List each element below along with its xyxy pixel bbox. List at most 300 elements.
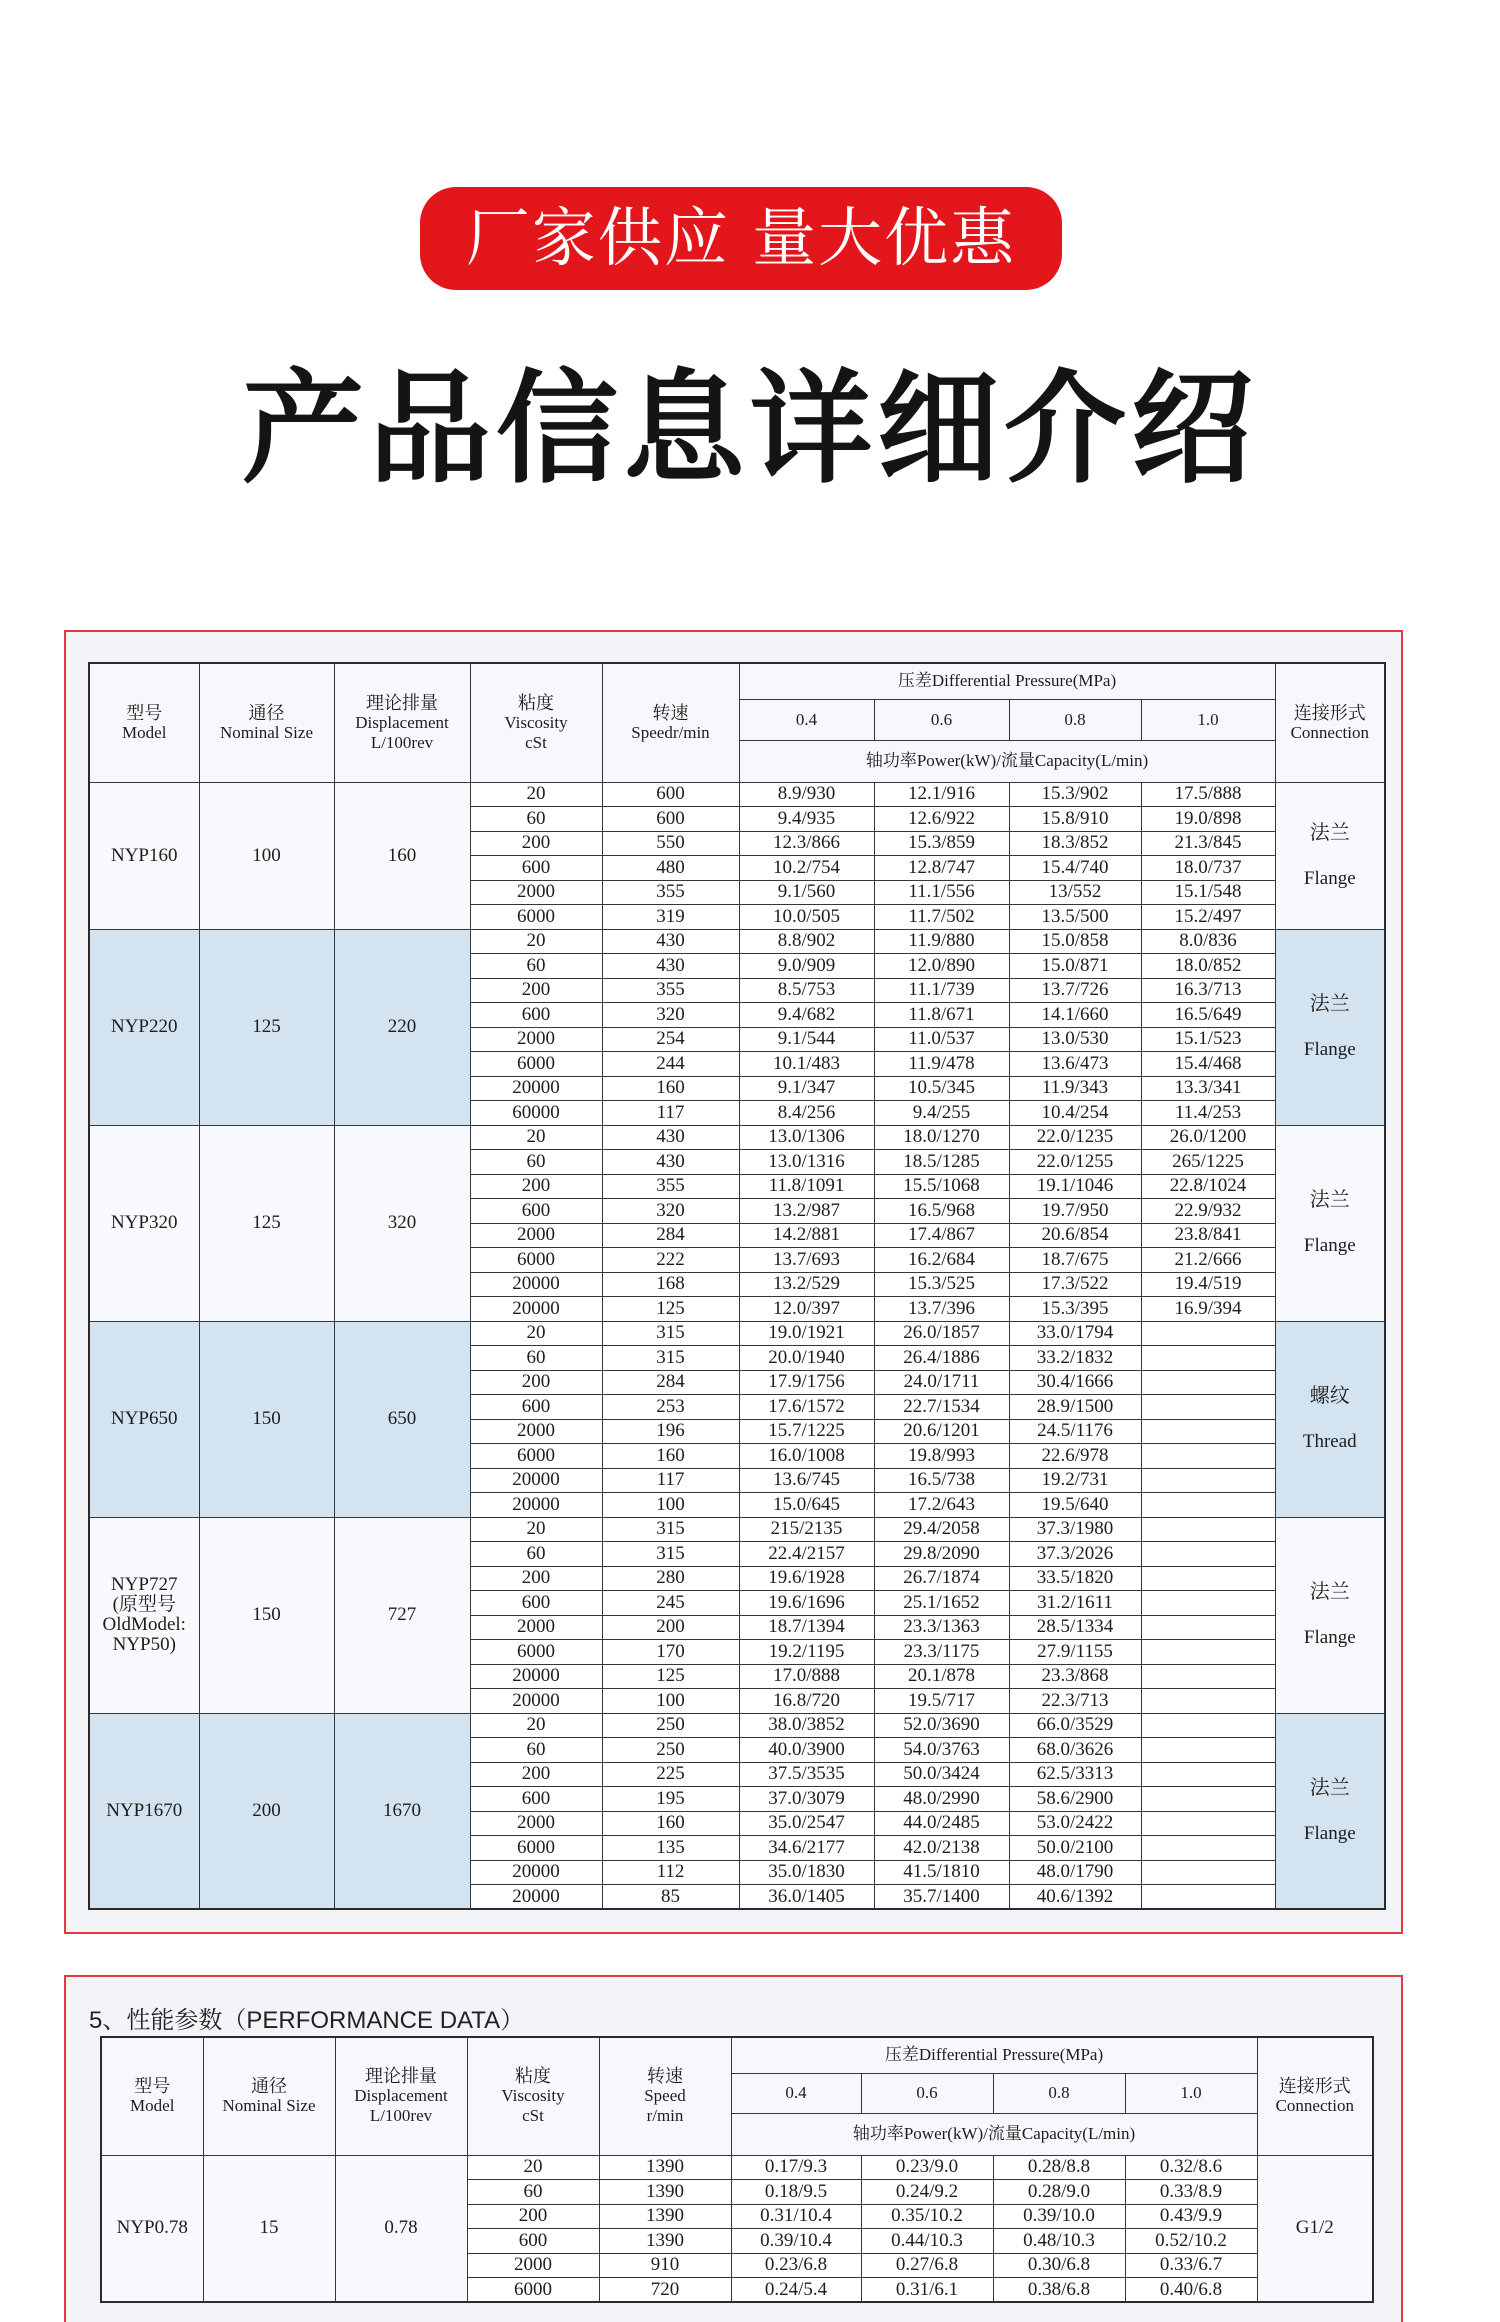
speed-cell: 910 bbox=[599, 2253, 731, 2278]
value-p06-cell: 15.3/859 bbox=[874, 831, 1009, 856]
value-p10-cell bbox=[1141, 1346, 1275, 1371]
viscosity-cell: 20000 bbox=[470, 1272, 602, 1297]
viscosity-cell: 60 bbox=[470, 807, 602, 832]
pressure-value-header: 0.8 bbox=[1009, 699, 1141, 740]
value-p06-cell: 11.7/502 bbox=[874, 905, 1009, 930]
value-p10-cell bbox=[1141, 1689, 1275, 1714]
viscosity-cell: 2000 bbox=[470, 1419, 602, 1444]
viscosity-cell: 20 bbox=[470, 1321, 602, 1346]
connection-cell bbox=[1257, 2155, 1373, 2302]
value-p06-cell: 16.2/684 bbox=[874, 1248, 1009, 1273]
value-p06-cell: 9.4/255 bbox=[874, 1101, 1009, 1126]
value-p06-cell: 17.2/643 bbox=[874, 1493, 1009, 1518]
value-p10-cell: 22.8/1024 bbox=[1141, 1174, 1275, 1199]
value-p04-cell: 9.1/560 bbox=[739, 880, 874, 905]
value-p10-cell: 23.8/841 bbox=[1141, 1223, 1275, 1248]
value-p08-cell: 13.0/530 bbox=[1009, 1027, 1141, 1052]
value-p08-cell: 19.1/1046 bbox=[1009, 1174, 1141, 1199]
viscosity-cell: 200 bbox=[470, 831, 602, 856]
value-p10-cell: 8.0/836 bbox=[1141, 929, 1275, 954]
model-name-line: NYP0.78 bbox=[116, 2217, 188, 2239]
viscosity-header-line: 粘度 bbox=[515, 2066, 551, 2087]
displacement-cell: 320 bbox=[334, 1125, 470, 1321]
table-body bbox=[101, 2155, 1373, 2302]
value-p10-cell: 0.52/10.2 bbox=[1125, 2229, 1257, 2254]
viscosity-cell: 600 bbox=[470, 856, 602, 881]
value-p10-cell bbox=[1141, 1885, 1275, 1910]
model-header bbox=[89, 663, 199, 782]
speed-cell: 480 bbox=[602, 856, 739, 881]
value-p04-cell: 19.6/1928 bbox=[739, 1566, 874, 1591]
nominal-size-header-line: Nominal Size bbox=[222, 2096, 316, 2116]
value-p04-cell: 20.0/1940 bbox=[739, 1346, 874, 1371]
pressure-value-header: 0.6 bbox=[861, 2073, 993, 2113]
connection-header-line: 连接形式 bbox=[1293, 702, 1366, 723]
value-p04-cell: 18.7/1394 bbox=[739, 1615, 874, 1640]
value-p04-cell: 0.31/10.4 bbox=[731, 2204, 861, 2229]
value-p10-cell bbox=[1141, 1419, 1275, 1444]
value-p04-cell: 0.18/9.5 bbox=[731, 2180, 861, 2205]
value-p06-cell: 19.5/717 bbox=[874, 1689, 1009, 1714]
connection-line: 法兰 bbox=[1309, 1189, 1350, 1211]
value-p04-cell: 34.6/2177 bbox=[739, 1836, 874, 1861]
value-p08-cell: 15.0/858 bbox=[1009, 929, 1141, 954]
pressure-title-header: 压差Differential Pressure(MPa) bbox=[731, 2037, 1257, 2073]
value-p06-cell: 18.5/1285 bbox=[874, 1150, 1009, 1175]
value-p08-cell: 15.3/902 bbox=[1009, 782, 1141, 807]
value-p06-cell: 0.31/6.1 bbox=[861, 2278, 993, 2303]
speed-cell: 160 bbox=[602, 1811, 739, 1836]
nominal-size-cell: 150 bbox=[199, 1321, 334, 1517]
speed-cell: 1390 bbox=[599, 2204, 731, 2229]
value-p10-cell: 0.33/8.9 bbox=[1125, 2180, 1257, 2205]
viscosity-cell: 6000 bbox=[470, 1248, 602, 1273]
value-p04-cell: 40.0/3900 bbox=[739, 1738, 874, 1763]
viscosity-cell: 6000 bbox=[470, 905, 602, 930]
viscosity-cell: 20 bbox=[470, 1125, 602, 1150]
promo-banner bbox=[420, 187, 1062, 290]
table-row bbox=[89, 1125, 1385, 1150]
value-p10-cell bbox=[1141, 1738, 1275, 1763]
speed-cell: 117 bbox=[602, 1101, 739, 1126]
connection-cell bbox=[1275, 782, 1385, 929]
value-p06-cell: 10.5/345 bbox=[874, 1076, 1009, 1101]
value-p08-cell: 18.3/852 bbox=[1009, 831, 1141, 856]
speed-cell: 245 bbox=[602, 1591, 739, 1616]
value-p10-cell: 15.1/523 bbox=[1141, 1027, 1275, 1052]
nominal-size-header bbox=[199, 663, 334, 782]
speed-cell: 85 bbox=[602, 1885, 739, 1910]
value-p08-cell: 33.5/1820 bbox=[1009, 1566, 1141, 1591]
speed-cell: 355 bbox=[602, 880, 739, 905]
connection-line: Thread bbox=[1302, 1431, 1357, 1452]
value-p08-cell: 30.4/1666 bbox=[1009, 1370, 1141, 1395]
connection-cell bbox=[1275, 1321, 1385, 1517]
connection-line: Flange bbox=[1303, 1235, 1356, 1256]
connection-cell bbox=[1275, 929, 1385, 1125]
speed-header bbox=[602, 663, 739, 782]
viscosity-cell: 6000 bbox=[470, 1836, 602, 1861]
value-p10-cell: 0.33/6.7 bbox=[1125, 2253, 1257, 2278]
pressure-title-header: 压差Differential Pressure(MPa) bbox=[739, 663, 1275, 699]
displacement-header bbox=[335, 2037, 467, 2155]
speed-cell: 355 bbox=[602, 1174, 739, 1199]
value-p04-cell: 35.0/2547 bbox=[739, 1811, 874, 1836]
value-p04-cell: 15.7/1225 bbox=[739, 1419, 874, 1444]
value-p04-cell: 19.6/1696 bbox=[739, 1591, 874, 1616]
value-p04-cell: 17.6/1572 bbox=[739, 1395, 874, 1420]
connection-cell bbox=[1275, 1125, 1385, 1321]
value-p06-cell: 24.0/1711 bbox=[874, 1370, 1009, 1395]
viscosity-cell: 60000 bbox=[470, 1101, 602, 1126]
model-name-line: NYP320 bbox=[110, 1212, 178, 1233]
value-p08-cell: 0.48/10.3 bbox=[993, 2229, 1125, 2254]
value-p06-cell: 0.44/10.3 bbox=[861, 2229, 993, 2254]
speed-cell: 280 bbox=[602, 1566, 739, 1591]
value-p08-cell: 58.6/2900 bbox=[1009, 1787, 1141, 1812]
value-p04-cell: 9.4/935 bbox=[739, 807, 874, 832]
value-p08-cell: 62.5/3313 bbox=[1009, 1762, 1141, 1787]
value-p10-cell bbox=[1141, 1517, 1275, 1542]
value-p08-cell: 15.3/395 bbox=[1009, 1297, 1141, 1322]
value-p04-cell: 12.0/397 bbox=[739, 1297, 874, 1322]
speed-cell: 100 bbox=[602, 1493, 739, 1518]
speed-header-line: 转速 bbox=[652, 702, 689, 723]
value-p04-cell: 9.1/347 bbox=[739, 1076, 874, 1101]
connection-line: 法兰 bbox=[1309, 1776, 1350, 1799]
model-cell bbox=[89, 1321, 199, 1517]
speed-cell: 320 bbox=[602, 1003, 739, 1028]
value-p10-cell: 0.43/9.9 bbox=[1125, 2204, 1257, 2229]
displacement-header-line: Displacement bbox=[354, 2086, 448, 2106]
viscosity-cell: 20 bbox=[470, 1713, 602, 1738]
value-p10-cell: 19.4/519 bbox=[1141, 1272, 1275, 1297]
viscosity-cell: 20 bbox=[470, 1517, 602, 1542]
value-p06-cell: 11.8/671 bbox=[874, 1003, 1009, 1028]
header-row bbox=[89, 663, 1385, 699]
viscosity-cell: 600 bbox=[470, 1591, 602, 1616]
value-p04-cell: 13.2/529 bbox=[739, 1272, 874, 1297]
speed-cell: 315 bbox=[602, 1517, 739, 1542]
value-p04-cell: 9.1/544 bbox=[739, 1027, 874, 1052]
speed-cell: 1390 bbox=[599, 2229, 731, 2254]
value-p08-cell: 66.0/3529 bbox=[1009, 1713, 1141, 1738]
value-p06-cell: 19.8/993 bbox=[874, 1444, 1009, 1469]
connection-header bbox=[1257, 2037, 1373, 2155]
value-p06-cell: 16.5/738 bbox=[874, 1468, 1009, 1493]
viscosity-cell: 200 bbox=[470, 1762, 602, 1787]
viscosity-header bbox=[470, 663, 602, 782]
value-p10-cell: 21.3/845 bbox=[1141, 831, 1275, 856]
table-row bbox=[101, 2155, 1373, 2180]
value-p06-cell: 12.8/747 bbox=[874, 856, 1009, 881]
viscosity-cell: 200 bbox=[470, 1370, 602, 1395]
value-p10-cell: 16.9/394 bbox=[1141, 1297, 1275, 1322]
value-p06-cell: 11.0/537 bbox=[874, 1027, 1009, 1052]
speed-cell: 315 bbox=[602, 1346, 739, 1371]
value-p08-cell: 18.7/675 bbox=[1009, 1248, 1141, 1273]
value-p10-cell bbox=[1141, 1370, 1275, 1395]
speed-cell: 600 bbox=[602, 782, 739, 807]
model-header-line: 型号 bbox=[126, 702, 163, 723]
displacement-cell: 0.78 bbox=[335, 2155, 467, 2302]
value-p04-cell: 9.4/682 bbox=[739, 1003, 874, 1028]
value-p10-cell bbox=[1141, 1321, 1275, 1346]
viscosity-cell: 600 bbox=[467, 2229, 599, 2254]
value-p08-cell: 33.2/1832 bbox=[1009, 1346, 1141, 1371]
viscosity-cell: 200 bbox=[470, 1174, 602, 1199]
speed-cell: 160 bbox=[602, 1076, 739, 1101]
viscosity-header-line: cSt bbox=[522, 2106, 544, 2126]
viscosity-cell: 60 bbox=[470, 954, 602, 979]
speed-header-line: r/min bbox=[646, 2106, 684, 2126]
table-row bbox=[89, 1517, 1385, 1542]
speed-cell: 135 bbox=[602, 1836, 739, 1861]
value-p08-cell: 53.0/2422 bbox=[1009, 1811, 1141, 1836]
value-p04-cell: 13.7/693 bbox=[739, 1248, 874, 1273]
viscosity-cell: 2000 bbox=[470, 880, 602, 905]
viscosity-header-line: Viscosity bbox=[501, 2086, 565, 2106]
pressure-value-header: 1.0 bbox=[1141, 699, 1275, 740]
viscosity-cell: 2000 bbox=[470, 1615, 602, 1640]
speed-header-line: Speed bbox=[644, 2086, 686, 2106]
value-p06-cell: 15.5/1068 bbox=[874, 1174, 1009, 1199]
value-p08-cell: 15.8/910 bbox=[1009, 807, 1141, 832]
value-p08-cell: 13.6/473 bbox=[1009, 1052, 1141, 1077]
model-name-line: OldModel: bbox=[102, 1614, 186, 1635]
table-header bbox=[101, 2037, 1373, 2155]
value-p04-cell: 22.4/2157 bbox=[739, 1542, 874, 1567]
viscosity-cell: 20 bbox=[470, 782, 602, 807]
nominal-size-header-line: Nominal Size bbox=[219, 722, 313, 742]
value-p08-cell: 28.5/1334 bbox=[1009, 1615, 1141, 1640]
value-p04-cell: 13.0/1316 bbox=[739, 1150, 874, 1175]
value-p10-cell bbox=[1141, 1860, 1275, 1885]
table-row bbox=[89, 1713, 1385, 1738]
value-p04-cell: 10.0/505 bbox=[739, 905, 874, 930]
value-p06-cell: 48.0/2990 bbox=[874, 1787, 1009, 1812]
viscosity-cell: 2000 bbox=[467, 2253, 599, 2278]
value-p06-cell: 26.0/1857 bbox=[874, 1321, 1009, 1346]
value-p08-cell: 0.28/8.8 bbox=[993, 2155, 1125, 2180]
model-cell bbox=[89, 1713, 199, 1909]
value-p06-cell: 12.0/890 bbox=[874, 954, 1009, 979]
value-p10-cell: 18.0/852 bbox=[1141, 954, 1275, 979]
displacement-header-line: Displacement bbox=[355, 712, 449, 732]
value-p08-cell: 0.28/9.0 bbox=[993, 2180, 1125, 2205]
speed-cell: 600 bbox=[602, 807, 739, 832]
connection-line: 法兰 bbox=[1309, 1581, 1350, 1603]
speed-cell: 244 bbox=[602, 1052, 739, 1077]
viscosity-cell: 20000 bbox=[470, 1885, 602, 1910]
speed-cell: 125 bbox=[602, 1297, 739, 1322]
viscosity-cell: 20000 bbox=[470, 1860, 602, 1885]
displacement-header-line: L/100rev bbox=[370, 732, 434, 752]
value-p08-cell: 0.39/10.0 bbox=[993, 2204, 1125, 2229]
value-p10-cell bbox=[1141, 1836, 1275, 1861]
value-p08-cell: 0.30/6.8 bbox=[993, 2253, 1125, 2278]
nominal-size-cell: 125 bbox=[199, 1125, 334, 1321]
speed-cell: 253 bbox=[602, 1395, 739, 1420]
speed-header-line: 转速 bbox=[647, 2066, 683, 2087]
value-p04-cell: 11.8/1091 bbox=[739, 1174, 874, 1199]
value-p06-cell: 17.4/867 bbox=[874, 1223, 1009, 1248]
value-p08-cell: 37.3/1980 bbox=[1009, 1517, 1141, 1542]
value-p10-cell bbox=[1141, 1615, 1275, 1640]
value-p10-cell bbox=[1141, 1395, 1275, 1420]
speed-cell: 160 bbox=[602, 1444, 739, 1469]
speed-cell: 254 bbox=[602, 1027, 739, 1052]
value-p06-cell: 13.7/396 bbox=[874, 1297, 1009, 1322]
header-row bbox=[101, 2037, 1373, 2073]
value-p08-cell: 10.4/254 bbox=[1009, 1101, 1141, 1126]
value-p04-cell: 38.0/3852 bbox=[739, 1713, 874, 1738]
value-p04-cell: 8.9/930 bbox=[739, 782, 874, 807]
nominal-size-cell: 125 bbox=[199, 929, 334, 1125]
value-p08-cell: 15.0/871 bbox=[1009, 954, 1141, 979]
displacement-cell: 1670 bbox=[334, 1713, 470, 1909]
viscosity-header-line: Viscosity bbox=[504, 712, 568, 732]
value-p04-cell: 8.8/902 bbox=[739, 929, 874, 954]
speed-header bbox=[599, 2037, 731, 2155]
connection-cell bbox=[1275, 1517, 1385, 1713]
value-p10-cell bbox=[1141, 1640, 1275, 1665]
value-p06-cell: 0.24/9.2 bbox=[861, 2180, 993, 2205]
value-p04-cell: 17.9/1756 bbox=[739, 1370, 874, 1395]
value-p08-cell: 13.7/726 bbox=[1009, 978, 1141, 1003]
value-p04-cell: 8.4/256 bbox=[739, 1101, 874, 1126]
value-p04-cell: 9.0/909 bbox=[739, 954, 874, 979]
speed-header-line: Speedr/min bbox=[631, 722, 710, 742]
value-p06-cell: 54.0/3763 bbox=[874, 1738, 1009, 1763]
value-p04-cell: 0.17/9.3 bbox=[731, 2155, 861, 2180]
value-p04-cell: 16.0/1008 bbox=[739, 1444, 874, 1469]
model-name-line: NYP160 bbox=[110, 844, 178, 866]
value-p10-cell: 15.2/497 bbox=[1141, 905, 1275, 930]
value-p06-cell: 15.3/525 bbox=[874, 1272, 1009, 1297]
value-p10-cell bbox=[1141, 1468, 1275, 1493]
value-p04-cell: 37.0/3079 bbox=[739, 1787, 874, 1812]
value-p06-cell: 16.5/968 bbox=[874, 1199, 1009, 1224]
value-p10-cell bbox=[1141, 1713, 1275, 1738]
value-p10-cell: 265/1225 bbox=[1141, 1150, 1275, 1175]
viscosity-cell: 2000 bbox=[470, 1223, 602, 1248]
model-cell bbox=[89, 1517, 199, 1713]
displacement-header bbox=[334, 663, 470, 782]
speed-cell: 284 bbox=[602, 1370, 739, 1395]
model-cell bbox=[89, 1125, 199, 1321]
value-p08-cell: 27.9/1155 bbox=[1009, 1640, 1141, 1665]
viscosity-cell: 6000 bbox=[470, 1444, 602, 1469]
speed-cell: 168 bbox=[602, 1272, 739, 1297]
speed-cell: 430 bbox=[602, 1150, 739, 1175]
value-p08-cell: 13/552 bbox=[1009, 880, 1141, 905]
value-p08-cell: 28.9/1500 bbox=[1009, 1395, 1141, 1420]
displacement-cell: 727 bbox=[334, 1517, 470, 1713]
model-cell bbox=[89, 782, 199, 929]
value-p06-cell: 29.8/2090 bbox=[874, 1542, 1009, 1567]
pressure-value-header: 0.4 bbox=[731, 2073, 861, 2113]
value-p06-cell: 29.4/2058 bbox=[874, 1517, 1009, 1542]
speed-cell: 225 bbox=[602, 1762, 739, 1787]
table-header bbox=[89, 663, 1385, 782]
speed-cell: 430 bbox=[602, 1125, 739, 1150]
viscosity-cell: 60 bbox=[467, 2180, 599, 2205]
value-p06-cell: 22.7/1534 bbox=[874, 1395, 1009, 1420]
value-p10-cell: 18.0/737 bbox=[1141, 856, 1275, 881]
power-capacity-header: 轴功率Power(kW)/流量Capacity(L/min) bbox=[739, 740, 1275, 782]
value-p06-cell: 26.4/1886 bbox=[874, 1346, 1009, 1371]
nominal-size-cell: 100 bbox=[199, 782, 334, 929]
nominal-size-header-line: 通径 bbox=[248, 702, 285, 723]
value-p04-cell: 10.2/754 bbox=[739, 856, 874, 881]
value-p10-cell bbox=[1141, 1493, 1275, 1518]
value-p10-cell bbox=[1141, 1762, 1275, 1787]
spec-table-1 bbox=[88, 662, 1386, 1910]
speed-cell: 170 bbox=[602, 1640, 739, 1665]
viscosity-cell: 600 bbox=[470, 1787, 602, 1812]
model-header-line: 型号 bbox=[134, 2076, 171, 2097]
value-p06-cell: 12.6/922 bbox=[874, 807, 1009, 832]
viscosity-cell: 6000 bbox=[470, 1640, 602, 1665]
value-p08-cell: 23.3/868 bbox=[1009, 1664, 1141, 1689]
model-name-line: NYP727 bbox=[110, 1574, 178, 1595]
value-p10-cell: 0.32/8.6 bbox=[1125, 2155, 1257, 2180]
viscosity-cell: 600 bbox=[470, 1199, 602, 1224]
value-p06-cell: 18.0/1270 bbox=[874, 1125, 1009, 1150]
value-p04-cell: 10.1/483 bbox=[739, 1052, 874, 1077]
value-p08-cell: 22.0/1255 bbox=[1009, 1150, 1141, 1175]
pressure-value-header: 1.0 bbox=[1125, 2073, 1257, 2113]
model-name-line: NYP220 bbox=[110, 1016, 178, 1037]
value-p06-cell: 11.1/556 bbox=[874, 880, 1009, 905]
value-p08-cell: 19.7/950 bbox=[1009, 1199, 1141, 1224]
displacement-cell: 220 bbox=[334, 929, 470, 1125]
value-p10-cell bbox=[1141, 1542, 1275, 1567]
value-p10-cell: 21.2/666 bbox=[1141, 1248, 1275, 1273]
value-p10-cell: 19.0/898 bbox=[1141, 807, 1275, 832]
speed-cell: 550 bbox=[602, 831, 739, 856]
displacement-header-line: 理论排量 bbox=[366, 692, 438, 713]
value-p06-cell: 0.27/6.8 bbox=[861, 2253, 993, 2278]
nominal-size-header-line: 通径 bbox=[251, 2076, 287, 2097]
displacement-cell: 650 bbox=[334, 1321, 470, 1517]
value-p08-cell: 50.0/2100 bbox=[1009, 1836, 1141, 1861]
pressure-value-header: 0.6 bbox=[874, 699, 1009, 740]
viscosity-cell: 20000 bbox=[470, 1297, 602, 1322]
viscosity-cell: 2000 bbox=[470, 1811, 602, 1836]
viscosity-cell: 20 bbox=[470, 929, 602, 954]
table-row bbox=[89, 1321, 1385, 1346]
value-p04-cell: 17.0/888 bbox=[739, 1664, 874, 1689]
value-p06-cell: 26.7/1874 bbox=[874, 1566, 1009, 1591]
speed-cell: 250 bbox=[602, 1738, 739, 1763]
connection-cell bbox=[1275, 1713, 1385, 1909]
value-p06-cell: 25.1/1652 bbox=[874, 1591, 1009, 1616]
value-p04-cell: 15.0/645 bbox=[739, 1493, 874, 1518]
value-p08-cell: 17.3/522 bbox=[1009, 1272, 1141, 1297]
speed-cell: 250 bbox=[602, 1713, 739, 1738]
value-p06-cell: 12.1/916 bbox=[874, 782, 1009, 807]
value-p04-cell: 13.2/987 bbox=[739, 1199, 874, 1224]
value-p06-cell: 11.1/739 bbox=[874, 978, 1009, 1003]
value-p08-cell: 0.38/6.8 bbox=[993, 2278, 1125, 2303]
nominal-size-cell: 15 bbox=[203, 2155, 335, 2302]
speed-cell: 125 bbox=[602, 1664, 739, 1689]
value-p06-cell: 20.6/1201 bbox=[874, 1419, 1009, 1444]
value-p06-cell: 0.35/10.2 bbox=[861, 2204, 993, 2229]
value-p06-cell: 35.7/1400 bbox=[874, 1885, 1009, 1910]
